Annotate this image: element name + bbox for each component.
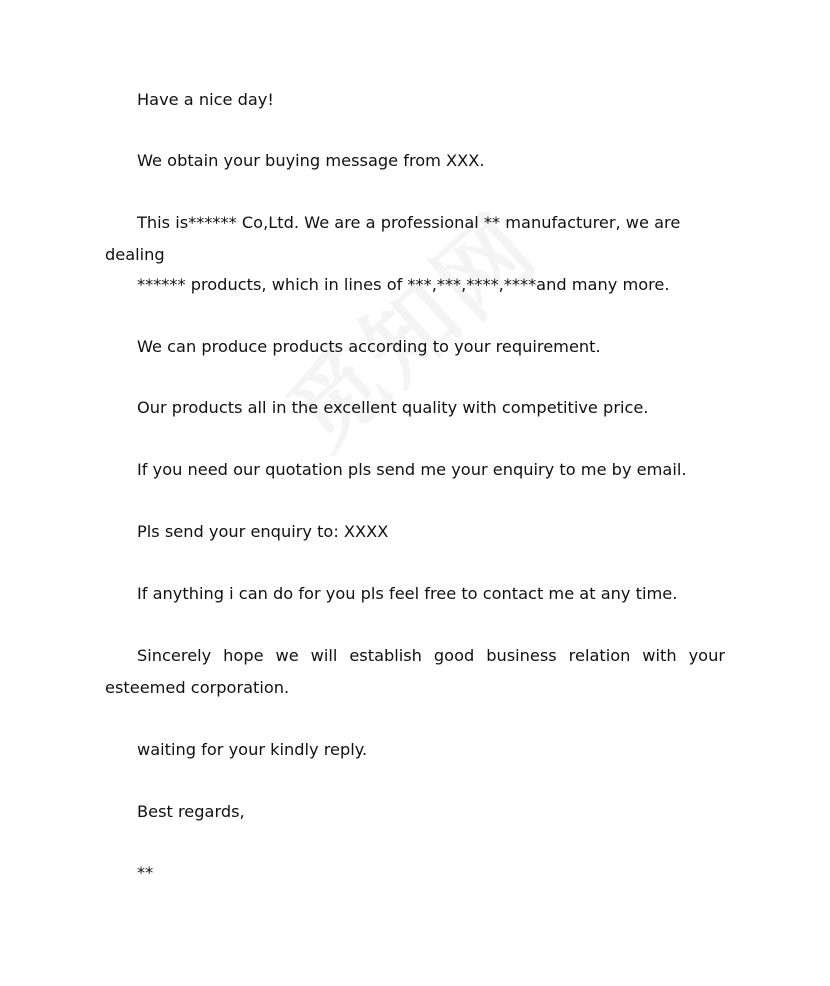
paragraph-product-lines: ****** products, which in lines of ***,***,****,****and many more. xyxy=(137,275,670,294)
paragraph-quotation: If you need our quotation pls send me your enquiry to me by email. xyxy=(137,460,687,479)
paragraph-company-intro: This is****** Co,Ltd. We are a professional ** manufacturer, we are dealing xyxy=(105,213,681,264)
paragraph-production: We can produce products according to your requirement. xyxy=(137,337,601,356)
paragraph-contact: If anything i can do for you pls feel free to contact me at any time. xyxy=(137,584,678,603)
paragraph-relation: Sincerely hope we will establish good business relation with your esteemed corporation. xyxy=(105,646,725,697)
paragraph-enquiry-address: Pls send your enquiry to: XXXX xyxy=(137,522,389,541)
signature: ** xyxy=(137,863,154,882)
paragraph-waiting: waiting for your kindly reply. xyxy=(137,740,368,759)
closing-regards: Best regards, xyxy=(137,802,245,821)
paragraph-source: We obtain your buying message from XXX. xyxy=(137,151,485,170)
paragraph-quality: Our products all in the excellent quality with competitive price. xyxy=(137,398,649,417)
paragraph-greeting: Have a nice day! xyxy=(137,90,274,109)
